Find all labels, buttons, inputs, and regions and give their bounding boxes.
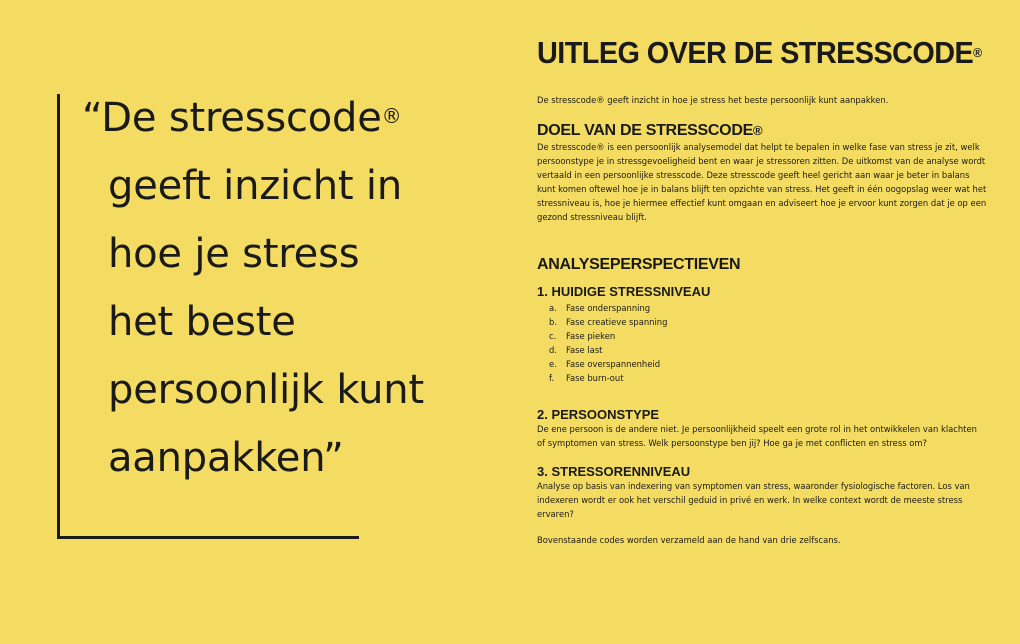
analyse-heading: ANALYSEPERSPECTIEVEN <box>537 256 741 273</box>
title-reg-mark: ® <box>973 45 982 60</box>
doel-heading: DOEL VAN DE STRESSCODE® <box>537 122 763 139</box>
section-3-text: Analyse op basis van indexering van symptomen van stress, waaronder fysiologische factoren. Los van indexeren wordt er ook het verschil geduid in privé en werk. In welke context wordt de meeste stress ervaren? <box>537 481 970 519</box>
list-item: f. Fase burn-out <box>549 373 624 383</box>
section-2-heading: 2. PERSOONSTYPE <box>537 407 660 422</box>
section-2-text: De ene persoon is de andere niet. Je persoonlijkheid speelt een grote rol in het ontwikkelen van klachten of symptomen van stress. Welk persoonstype ben jij? Hoe ga je met conflicten en stress om? <box>537 424 977 448</box>
section-3-heading: 3. STRESSORENNIVEAU <box>537 464 691 479</box>
list-item: e. Fase overspannenheid <box>549 359 661 369</box>
doel-reg-mark: ® <box>752 123 763 138</box>
content-column <box>537 36 987 547</box>
quote-line-1: “De stresscode <box>82 95 382 141</box>
list-item: d. Fase last <box>549 345 603 355</box>
list-item: a. Fase onderspanning <box>549 303 651 313</box>
quote-line-3: hoe je stress <box>108 231 360 277</box>
list-item: b. Fase creatieve spanning <box>549 317 668 327</box>
footer-note: Bovenstaande codes worden verzameld aan de hand van drie zelfscans. <box>537 535 841 545</box>
quote-border-left <box>57 94 60 538</box>
quote-border-bottom <box>57 536 359 539</box>
quote-line-2: geeft inzicht in <box>108 163 402 209</box>
quote-line-6: aanpakken” <box>108 435 344 481</box>
list-item: c. Fase pieken <box>549 331 616 341</box>
quote-reg-mark: ® <box>381 104 402 128</box>
intro-text: De stresscode® geeft inzicht in hoe je stress het beste persoonlijk kunt aanpakken. <box>537 95 889 105</box>
quote-line-4: het beste <box>108 299 296 345</box>
page-title: UITLEG OVER DE STRESSCODE® <box>537 35 982 70</box>
stress-phase-list <box>537 301 987 385</box>
doel-text: De stresscode® is een persoonlijk analysemodel dat helpt te bepalen in welke fase van stress je zit, welk persoonstype je in stressgevoeligheid bent en waar je stressoren zitten. De uitkomst van de analyse wordt vertaald in een persoonlijke stresscode. Deze stresscode geeft heel gericht aan waar je beter in balans kunt komen oftewel hoe je in balans blijft ten opzichte van stress. Het geeft in één oogopslag weer wat het stressniveau is, hoe je hiermee effectief kunt omgaan en adviseert hoe je ervoor kunt zorgen dat je op een gezond stressniveau blijft. <box>537 142 987 222</box>
section-1-heading: 1. HUIDIGE STRESSNIVEAU <box>537 284 711 299</box>
quote-line-5: persoonlijk kunt <box>108 367 424 413</box>
pull-quote <box>82 84 424 492</box>
